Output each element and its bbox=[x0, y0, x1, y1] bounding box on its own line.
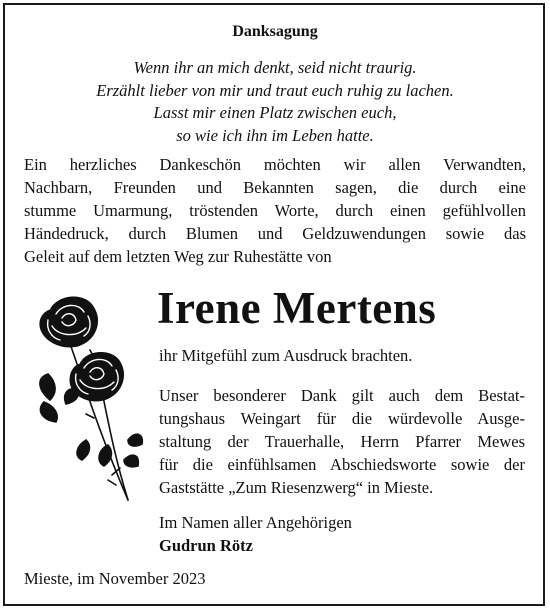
paragraph-line: Ein herzliches Dankeschön möchten wir allen Verwandten, bbox=[24, 155, 526, 174]
place-date: Mieste, im November 2023 bbox=[24, 569, 206, 588]
paragraph-line: Nachbarn, Freunden und Bekannten sagen, die durch eine bbox=[24, 178, 526, 197]
roses-icon bbox=[28, 290, 146, 505]
thanks-paragraph bbox=[24, 153, 526, 268]
paragraph-line: Gaststätte „Zum Riesenzwerg“ in Mieste. bbox=[159, 478, 434, 497]
poem-line: Erzählt lieber von mir und traut euch ruhig zu lachen. bbox=[96, 80, 454, 100]
paragraph-line: Händedruck, durch Blumen und Geldzuwendungen sowie das bbox=[24, 224, 526, 243]
deceased-name: Irene Mertens bbox=[157, 283, 437, 333]
poem bbox=[0, 57, 550, 147]
paragraph-line: Unser besonderer Dank gilt auch dem Bestat- bbox=[159, 386, 525, 405]
sympathy-line: ihr Mitgefühl zum Ausdruck brachten. bbox=[159, 346, 413, 365]
paragraph-line: stumme Umarmung, tröstenden Worte, durch einen gefühlvollen bbox=[24, 201, 526, 220]
paragraph-line: für die einfühlsamen Abschiedsworte sowie der bbox=[159, 455, 525, 474]
notice-heading: Danksagung bbox=[232, 23, 318, 40]
paragraph-line: staltung der Trauerhalle, Herrn Pfarrer Mewes bbox=[159, 432, 525, 451]
signature-name: Gudrun Rötz bbox=[159, 536, 253, 555]
special-thanks-paragraph bbox=[159, 384, 525, 499]
poem-line: Wenn ihr an mich denkt, seid nicht traurig. bbox=[133, 58, 417, 77]
paragraph-line: Geleit auf dem letzten Weg zur Ruhestätte von bbox=[24, 247, 332, 266]
paragraph-line: tungshaus Weingart für die würdevolle Ausge- bbox=[159, 409, 525, 428]
poem-line: Lasst mir einen Platz zwischen euch, bbox=[153, 103, 397, 122]
signature-intro: Im Namen aller Angehörigen bbox=[159, 513, 352, 532]
poem-line: so wie ich ihn im Leben hatte. bbox=[176, 125, 374, 145]
